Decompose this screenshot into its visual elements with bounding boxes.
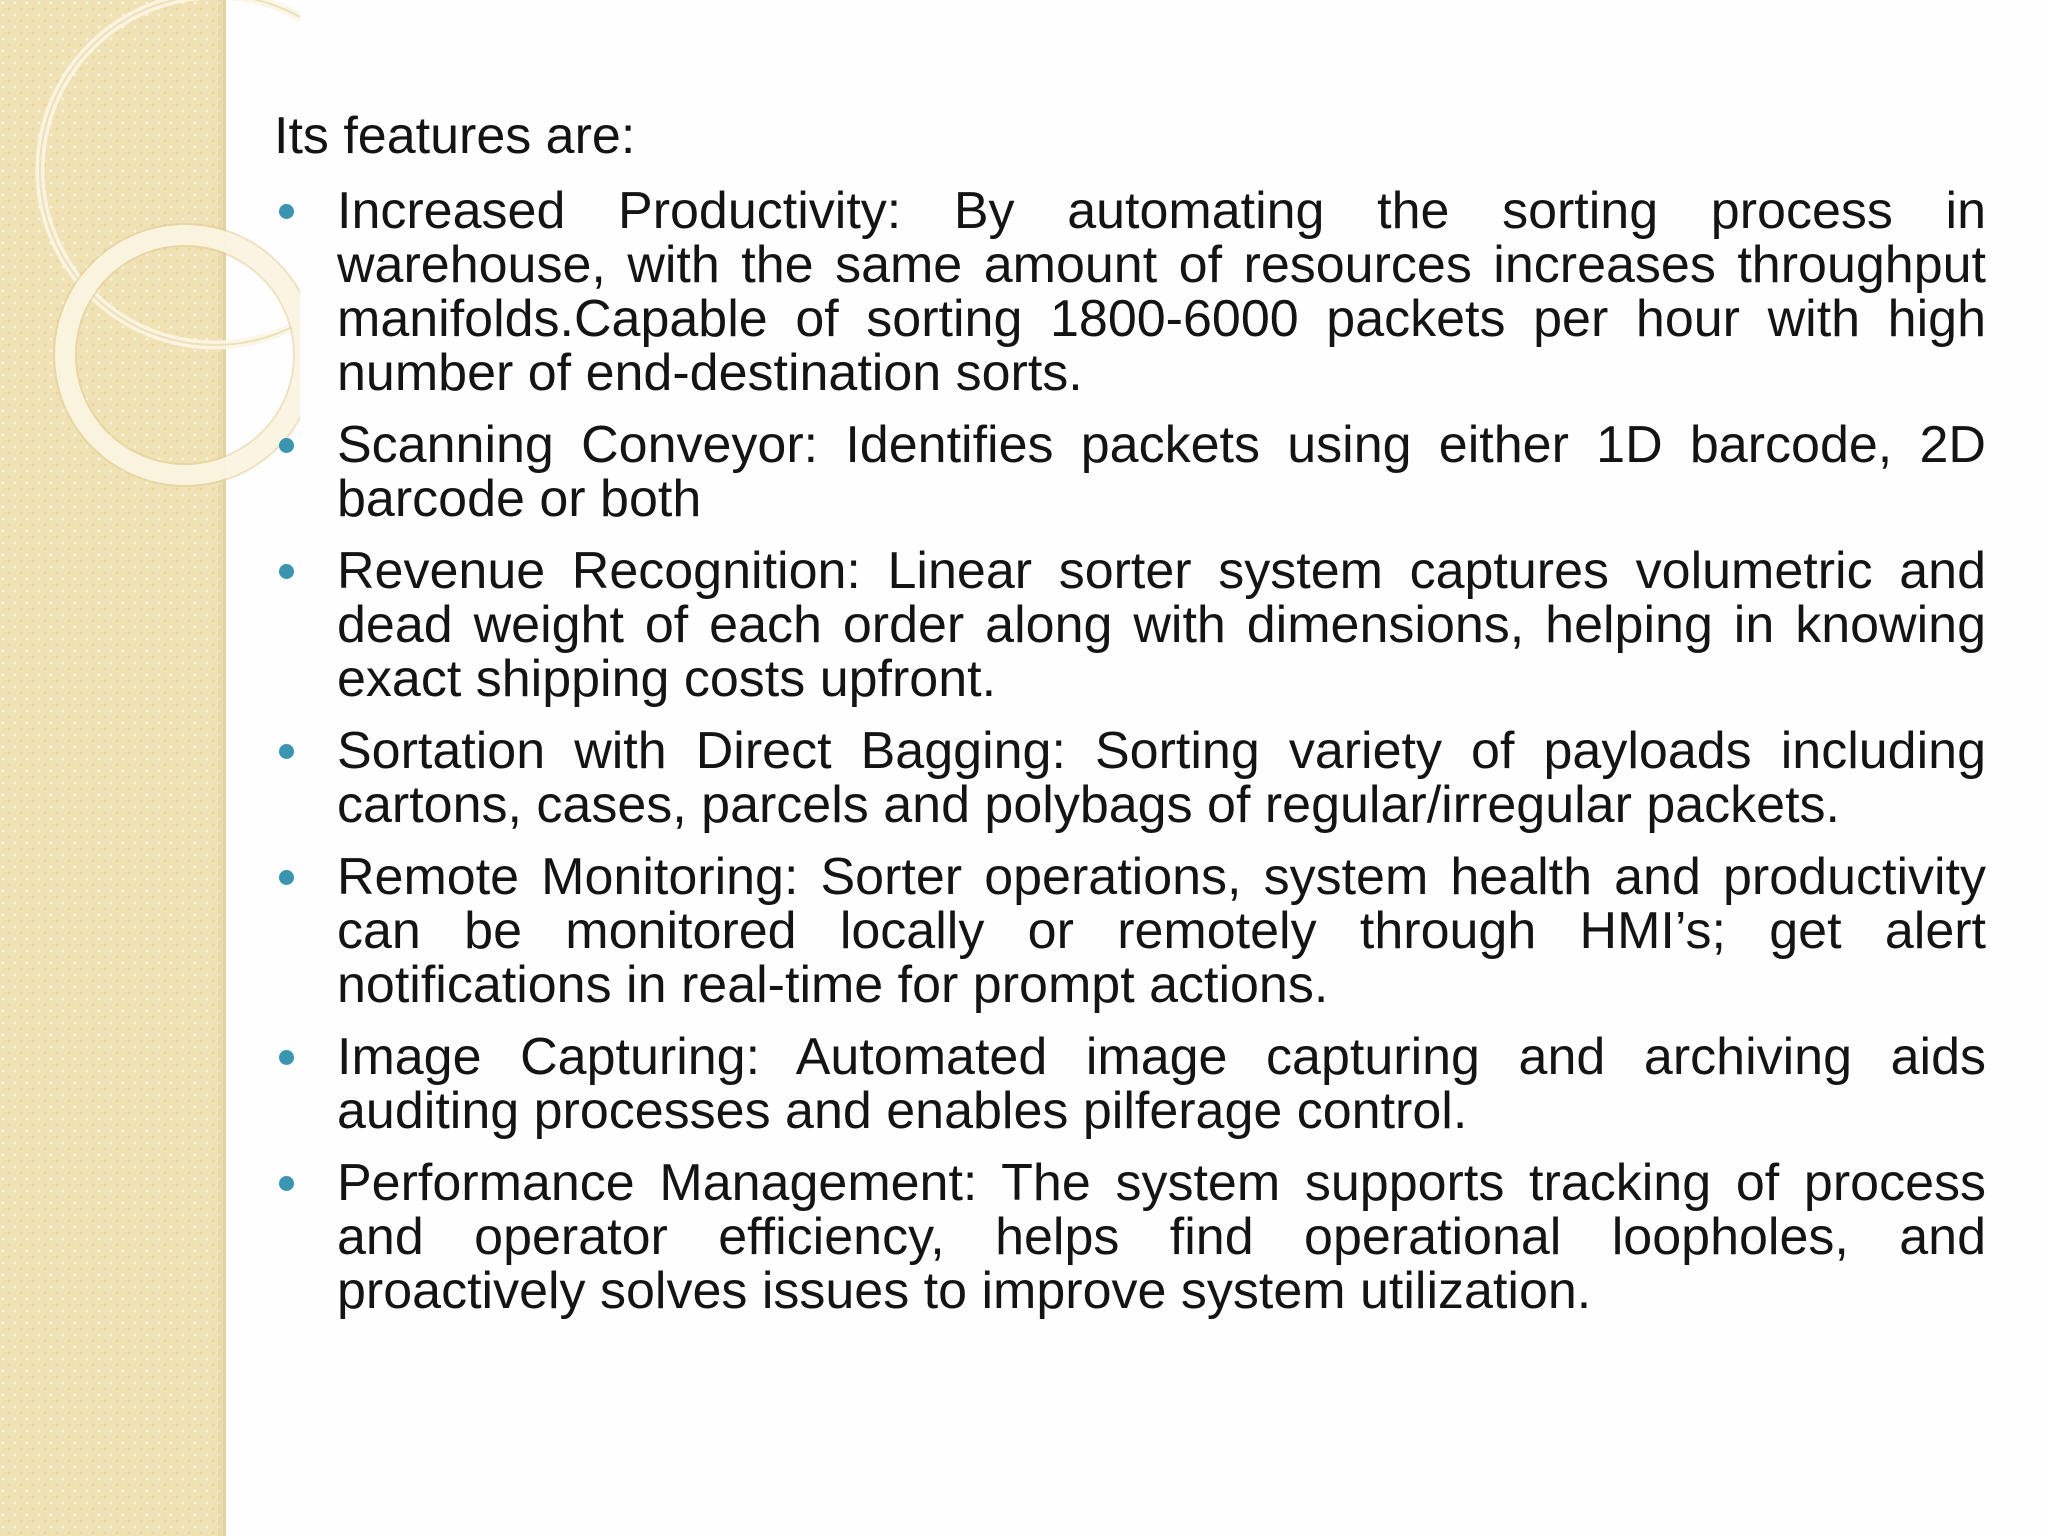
feature-text: Image Capturing: Automated image capturing and archiving aids auditing processes and enables pilferage control.	[337, 1028, 1986, 1140]
dot-bullet-icon	[279, 870, 294, 885]
list-item	[274, 724, 1986, 832]
dot-bullet-icon	[279, 438, 294, 453]
intro-heading: Its features are:	[274, 107, 636, 165]
list-item	[274, 418, 1986, 526]
dot-bullet-icon	[279, 744, 294, 759]
feature-text: Scanning Conveyor: Identifies packets using either 1D barcode, 2D barcode or both	[337, 416, 1986, 528]
list-item	[274, 544, 1986, 706]
feature-text: Performance Management: The system supports tracking of process and operator efficiency, helps find operational loopholes, and proactively solves issues to improve system utilization.	[337, 1154, 1986, 1320]
feature-text: Sortation with Direct Bagging: Sorting variety of payloads including cartons, cases, parcels and polybags of regular/irregular packets.	[337, 722, 1986, 834]
dot-bullet-icon	[279, 564, 294, 579]
dot-bullet-icon	[279, 204, 294, 219]
list-item	[274, 1156, 1986, 1318]
side-band	[0, 0, 226, 1536]
content-area	[274, 108, 1986, 1336]
list-item	[274, 1030, 1986, 1138]
feature-text: Revenue Recognition: Linear sorter system captures volumetric and dead weight of each order along with dimensions, helping in knowing exact shipping costs upfront.	[337, 542, 1986, 708]
feature-text: Increased Productivity: By automating the sorting process in warehouse, with the same amount of resources increases throughput manifolds.Capable of sorting 1800-6000 packets per hour with high number of end-destination sorts.	[337, 182, 1986, 402]
list-item	[274, 850, 1986, 1012]
list-item	[274, 184, 1986, 400]
dot-bullet-icon	[279, 1176, 294, 1191]
feature-text: Remote Monitoring: Sorter operations, system health and productivity can be monitored locally or remotely through HMI’s; get alert notifications in real-time for prompt actions.	[337, 848, 1986, 1014]
feature-list	[274, 184, 1986, 1318]
dot-bullet-icon	[279, 1050, 294, 1065]
